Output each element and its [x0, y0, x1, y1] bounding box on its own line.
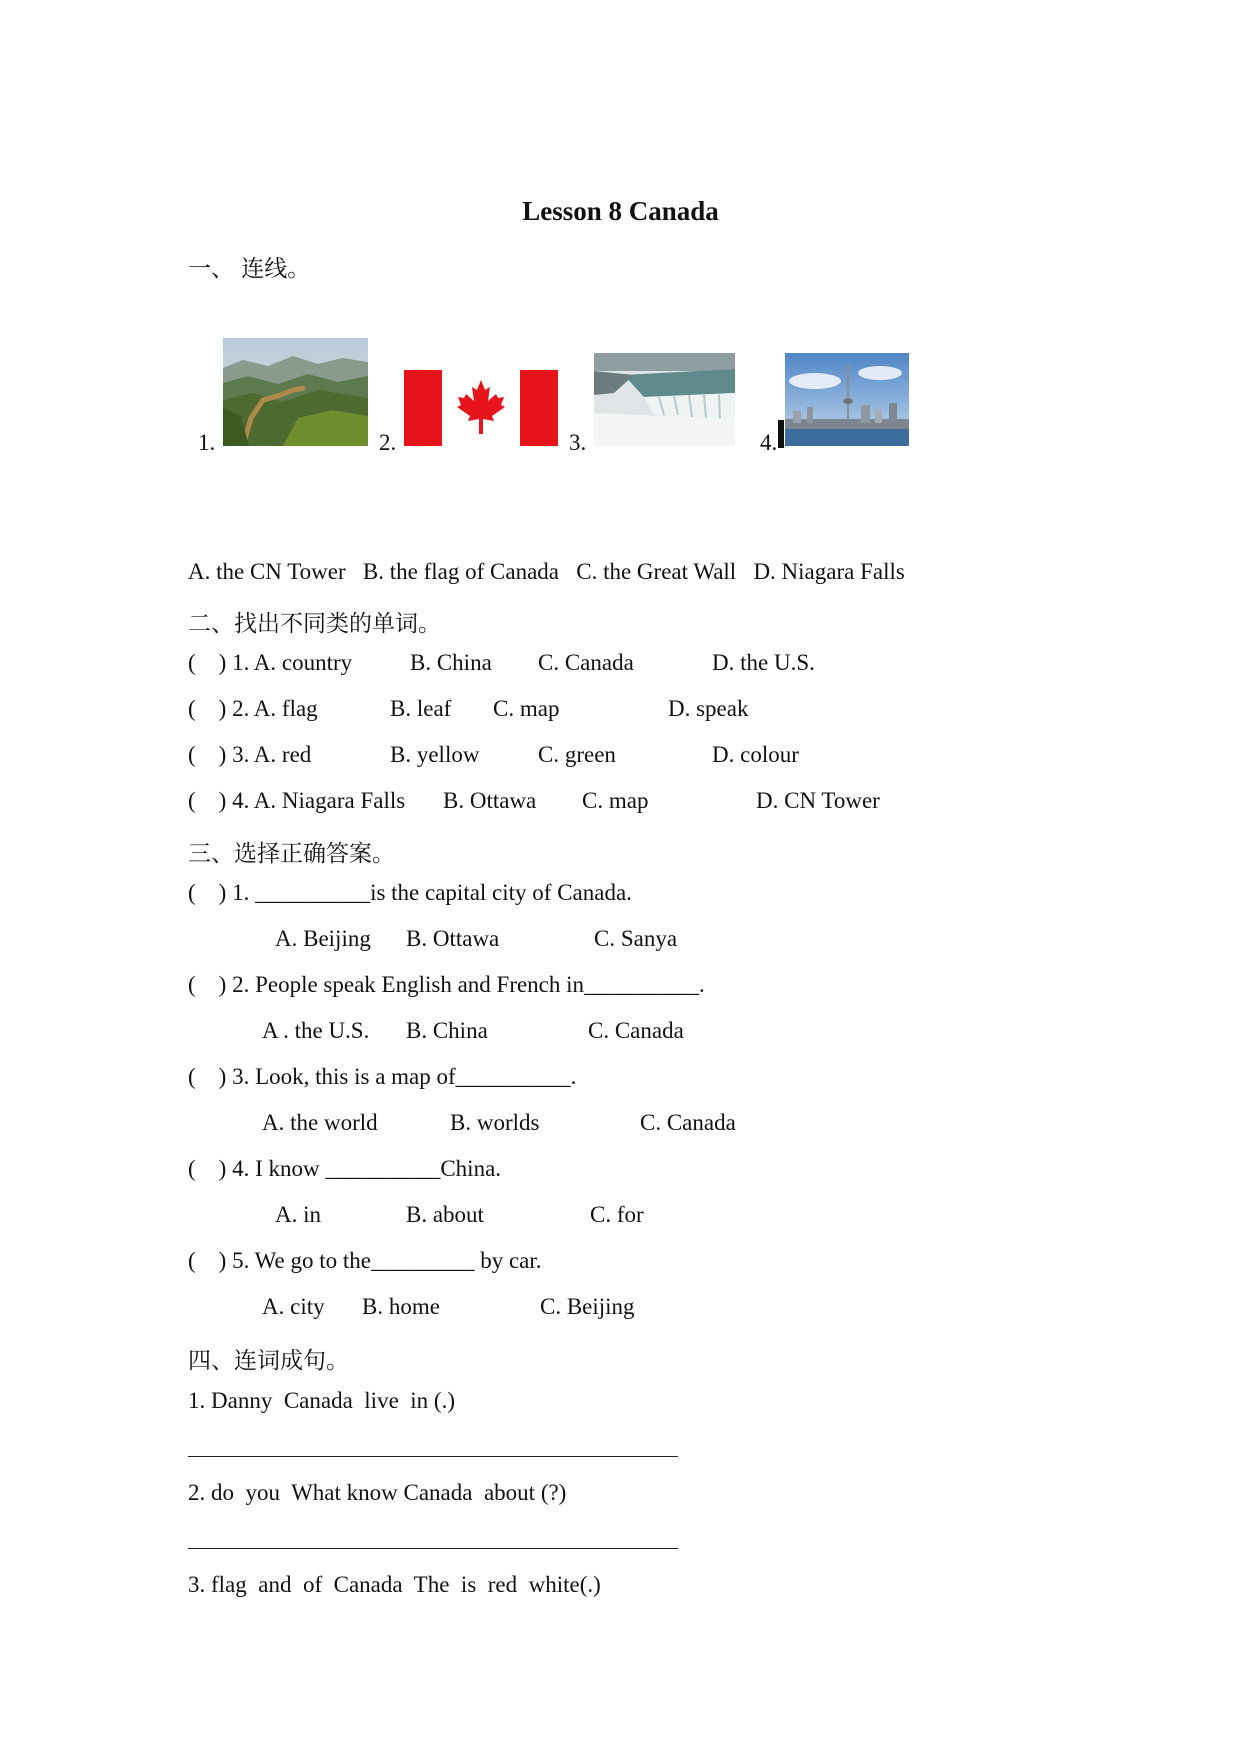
great-wall-photo	[223, 338, 368, 446]
option-c: C. map	[582, 788, 649, 813]
option-d: D. speak	[668, 696, 749, 721]
option-b: B. yellow	[390, 742, 480, 767]
text-cursor-mark	[778, 420, 784, 448]
option-b: B. China	[410, 650, 492, 675]
option-c: C. Canada	[640, 1110, 736, 1135]
item-question: ( ) 5. We go to the_________ by car.	[188, 1248, 542, 1273]
option-c: C. map	[493, 696, 560, 721]
option-b: B. Ottawa	[406, 926, 500, 951]
option-c: C. Canada	[538, 650, 634, 675]
option-c: C. Sanya	[594, 926, 678, 951]
option-b: B. leaf	[390, 696, 452, 721]
option-d: D. CN Tower	[756, 788, 880, 813]
answer-line-1[interactable]	[188, 1456, 678, 1457]
picture-number-4: 4.	[760, 430, 778, 455]
option-a: A . the U.S.	[262, 1018, 370, 1043]
item-question: ( ) 3. Look, this is a map of__________.	[188, 1064, 577, 1089]
section4-heading: 四、连词成句。	[188, 1348, 349, 1374]
item-question: ( ) 4. I know __________China.	[188, 1156, 502, 1181]
picture-number-2: 2.	[379, 430, 397, 455]
item-question: ( ) 2. A. flag	[188, 696, 318, 721]
page-title: Lesson 8 Canada	[522, 196, 719, 226]
section1-heading: 一、 连线。	[188, 256, 311, 282]
option-c: C. Beijing	[540, 1294, 635, 1319]
sentence-item-3: 3. flag and of Canada The is red white(.)	[188, 1572, 601, 1597]
item-question: ( ) 4. A. Niagara Falls	[188, 788, 406, 813]
picture-number-1: 1.	[198, 430, 216, 455]
option-a: A. in	[275, 1202, 321, 1227]
answer-line-2[interactable]	[188, 1548, 678, 1549]
option-a: A. city	[262, 1294, 325, 1319]
item-question: ( ) 1. A. country	[188, 650, 353, 675]
option-c: C. for	[590, 1202, 644, 1227]
item-question: ( ) 3. A. red	[188, 742, 312, 767]
section3-heading: 三、选择正确答案。	[188, 841, 395, 867]
option-a: A. the world	[262, 1110, 378, 1135]
option-b: B. Ottawa	[443, 788, 537, 813]
option-d: D. colour	[712, 742, 799, 767]
niagara-falls-photo	[594, 353, 735, 446]
option-b: B. worlds	[450, 1110, 540, 1135]
matching-options: A. the CN Tower B. the flag of Canada C. the Great Wall D. Niagara Falls	[188, 559, 905, 584]
canada-flag	[404, 370, 558, 446]
option-d: D. the U.S.	[712, 650, 815, 675]
cn-tower-photo	[785, 353, 909, 446]
option-a: A. Beijing	[275, 926, 371, 951]
option-b: B. home	[362, 1294, 440, 1319]
option-b: B. about	[406, 1202, 484, 1227]
sentence-item-1: 1. Danny Canada live in (.)	[188, 1388, 455, 1413]
item-question: ( ) 2. People speak English and French in__________.	[188, 972, 705, 997]
section2-heading: 二、找出不同类的单词。	[188, 611, 441, 637]
option-c: C. Canada	[588, 1018, 684, 1043]
item-question: ( ) 1. __________is the capital city of Canada.	[188, 880, 632, 905]
option-c: C. green	[538, 742, 616, 767]
picture-number-3: 3.	[569, 430, 587, 455]
option-b: B. China	[406, 1018, 488, 1043]
sentence-item-2: 2. do you What know Canada about (?)	[188, 1480, 567, 1505]
